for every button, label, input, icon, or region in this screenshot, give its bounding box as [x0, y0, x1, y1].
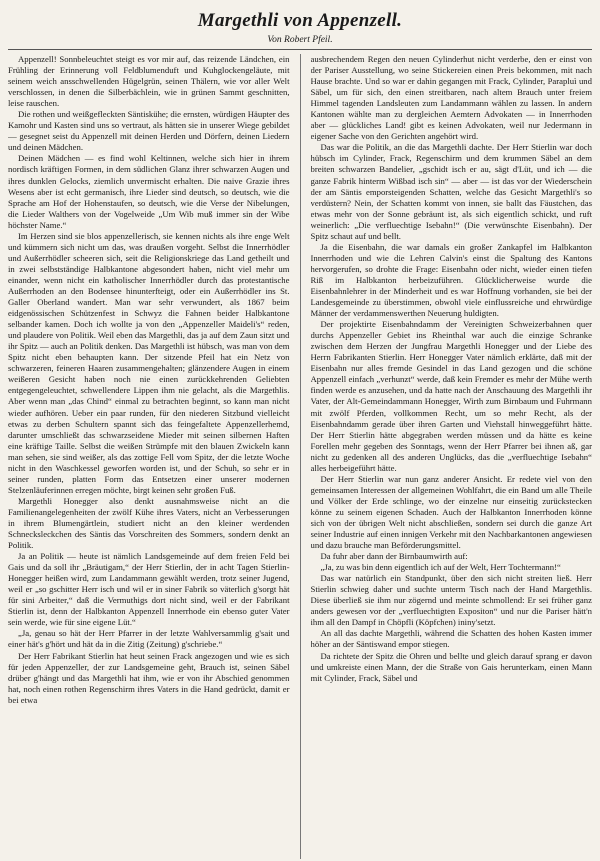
title-rule — [8, 49, 592, 50]
paragraph: Appenzell! Sonnbeleuchtet steigt es vor mir auf, das reizende Ländchen, ein Frühling der Erinnerung voll Feldblumenduft und Kuhglockengeläute, mit seinem weich ansschwellenden Hügelgrün, seinen Thälern, wie vor aller Welt verschlossen, in denen die Silberbächlein, wie in grünen Sammt geschnitten, leise rauschen. — [8, 54, 290, 109]
paragraph: Der Herr Fabrikant Stierlin hat heut seinen Frack angezogen und wie es sich für jeden Appenzeller, der zur Landsgemeine geht, Brauch ist, seinen Säbel drüber g'hängt und das Margethli hat ihm, wie er von ihr Abschied genommen hat, noch einen rothen Regenschirm ihres Vaters in die Hand gedrückt, damit er bei etwa — [8, 650, 290, 705]
paragraph: Im Herzen sind sie blos appenzellerisch, sie kennen nichts als ihre enge Welt und kümmern sich nicht um das, was draußen vorgeht. Selbst die Innerrhödler und Außerrhödler scheeren sich, seit die Religionskriege das Land getheilt und in zwei selbstständige Halbkantone abgesondert haben, nicht viel mehr um einander, wenn nicht ein katholischer Innerrhödler durch das protestantische Außerrhoden an den Bodensee hinunterfteigt, oder ein Außerrhödler ins St. Galler Oberland wandert. Man war sehr verwundert, als 1867 beim eidgenössischen Schützenfest in Schwyz die Fahnen beider Halbkantone selbander kamen. Doch ich wollte ja von den „Appenzeller Maideli's“ reden, und plaudere von Politik. Weil eben das Margethli, das ja auf dem Zaun sitzt und ihr Spitz — auch an Politik denken. Das Margethli ist hübsch, was man von dem Spitz nicht eben behaupten kann. Der sitzende Pfeil hat ein Netz von schwarzeren, feineren Haaren zusammengehalten; glänzendere Augen in einem weißeren Gesicht haben noch nie einen zurückkehrenden Geliebten entgegengeleuchtet, schwellendere Lippen ihm nie gelacht, als die Margethlis. Aber wenn man „das Chind“ einmal zu betrachten beginnt, so kann man nicht wieder aufhören. Ueber ein paar runden, für den niederen Sitzbund vielleicht etwas zu derben Schultern spannt sich das feingefaltete Appenzellerhemd, darunter umschließt das schwarzseidene Mieder mit seinen silbernen Haften eine kräftige Taille. Selbst die weißen Strümpfe mit den blauen Zwickeln kann man sehen, sie sind weißer, als das zottige Fell vom Spitz, der die letzte Woche nicht in den Waschkessel geworfen worden ist, und der Schuh, so sehr er in seiner runden, platten Form das Entsetzen einer unserer modernen Stelzenläuferinnen erregen möchte, birgt keinen sehr großen Fuß. — [8, 230, 290, 495]
paragraph: Da richtete der Spitz die Ohren und bellte und gleich darauf sprang er davon und umkreiste einen Mann, der die Straße von Gais herunterkam, einen Mann mit Cylinder, Frack, Säbel und — [310, 650, 592, 683]
article-title: Margethli von Appenzell. — [197, 10, 403, 31]
paragraph: ausbrechendem Regen den neuen Cylinderhut nicht verderbe, den er einst von der Pariser Ausstellung, wo seine Stickereien einen Preis bekommen, mit nach Hause brachte. Und so war er dahin gegangen mit Frack, Cylinder, Parapluì und Säbel, um für sich, den einen streitbaren, nach altem Brauch unter freiem Himmel tagenden Landsleuten zum Landammann wählen zu lassen. In andern Kantonen wählte man zu dergleichen Aemtern Advokaten — in Innerrhoden aber — glückliches Land! gibt es keinen Advokaten, weil nur Jedermann in eigener Sache von den Gerichten angehört wird. — [310, 54, 592, 142]
right-column — [311, 54, 593, 859]
paragraph: Margethli Honegger also denkt ausnahmsweise nicht an die Familienangelegenheiten der zwölf Kühe ihres Vaters, nicht an Verbesserungen in ihrem Blumengärtlein, studiert nicht an den kleiner werdenden Schnecksleckchen des Säntis das Vorschreiten des Sommers, sondern denkt an Politik. — [8, 495, 290, 551]
paragraph: Das war natürlich ein Standpunkt, über den sich nicht streiten ließ. Herr Stierlin schwieg daher und suchte unterm Tisch nach der Hand Margethlis. Diese überließ sie ihm nur zögernd und meinte schmollend: Er sei früher ganz anders gewesen vor der „verfluechtigten Expositon“ und nur die Pariser hätt'n ihm all den Dampf in Chöpfli (Köpfchen) ininy'setzt. — [310, 573, 592, 628]
paragraph: Das war die Politik, an die das Margethli dachte. Der Herr Stierlin war doch hübsch im Cylinder, Frack, Regenschirm und dem krummen Säbel an dem breiten schwarzen Bandelier, „gschidt isch er au, sägt d'Lüt, und ich — die ganze Fabrik hinterm Wißbad isch sin“ — aber — ist das vor der Wiederschein der am Säntis emporsteigenden Schatten, welche das Gesicht Margethli's so verdüstern? Nein, der Schatten kommt von innen, sie ballt das Fäustchen, das etwas mehr von der Sonne gebräunt ist, als sich eigentlich schickt, und ruft weinerlich: „Die verfluechtige Isebahn!“ (Die verwünschte Eisenbahn). Der Spitz schaut auf und bellt. — [310, 142, 592, 241]
left-column — [8, 54, 290, 859]
paragraph: Da fuhr aber dann der Birnbaumwirth auf: — [320, 551, 468, 562]
article-byline: Von Robert Pfeil. — [267, 35, 333, 45]
paragraph: Der Herr Stierlin war nun ganz anderer Ansicht. Er redete viel von den gemeinsamen Interessen der allgemeinen Wohlfahrt, die ein Band um alle Theile und Völker der Erde schlinge, wo der einzelne nur einseitig zurückstecken könne zu seinem eigenen Schaden. Auch der Halbkanton Innerrhoden könne sich von der übrigen Welt nicht abschließen, sondern sei durch die ganze Art seiner Industrie auf einen innigen Verkehr mit den Nachbarkantonen angewiesen und dazu brauche man Beförderungsmittel. — [310, 473, 592, 551]
paragraph: Ja an Politik — heute ist nämlich Landsgemeinde auf dem freien Feld bei Gais und da soll ihr „Bräutigam,“ der Herr Stierlin, der in acht Tagen Stierlin-Honegger heißen wird, zum Landammann gewählt werden, trotz seiner Jugend, weil er „so gschitter Herr isch und wil er in siner Fabrik so väterlich g'sorgt hät für sini Arbeiter,“ daß die Vermuthigs dort nicht sind, weil er der Fabrikant Stierlin ist, denn der Halbkanton Appenzell Innerrhode ein ebenso guter Vater sein werde, wie für sine eigene Lüt.“ — [8, 551, 290, 628]
paragraph: Der projektirte Eisenbahndamm der Vereinigten Schweizerbahnen quer durchs Appenzeller Gebiet ins Rheinthal war auch die einzige Schranke zwischen dem Herzen der Jungfrau Margethli Honegger und der Liebe des Herrn Fabrikanten Stierlin. Herr Honegger Vater nämlich erklärte, daß mit der Eisenbahn nur alles fremde Gesindel in das Land gezogen und die schöne Appenzell einfach „verhunzt“ werde, daß kein Fremder es mehr der Mühe werth finden werde es anzusehen, und da hatte nach der Anschauung des Margethli ihr Vater, der Alt-Gemeindammann Honegger, Wirth zum Birnbaum und Fuhrmann mit zwölf Pferden, vollkommen Recht, um so mehr Recht, als der Eisenbahndamm gerade über ihren Garten und Viehstall hinweggeführt hätte. Der Herr Stierlin hätte abgegraben werden müssen und da hätte es keine Forellen mehr gegeben des Sonntags, wenn der Herr Pfarrer bei ihnen aß, gar nicht zu gedenken all des anderen Unglücks, das die „verfluechtige Isebahn“ alles herbeigeführt hätte. — [310, 319, 592, 473]
article-body — [8, 54, 592, 859]
column-divider — [300, 54, 301, 859]
paragraph: Die rothen und weißgefleckten Säntiskühe; die ernsten, würdigen Häupter des Kamohr und Kasten sind uns so vertraut, als hätten sie in unserer Wiege gebildet — gesegnet seist du Appenzell mit deinen Herden und Dörfern, deinen Liedern und deinen Mädchen. — [8, 109, 290, 153]
paragraph: An all das dachte Margethli, während die Schatten des hohen Kasten immer höher an der Säntiswand empor stiegen. — [310, 628, 592, 650]
paragraph: „Ja, zu was bin denn eigentlich ich auf der Welt, Herr Tochtermann!“ — [320, 562, 561, 573]
paragraph: „Ja, genau so hät der Herr Pfarrer in der letzte Wahlversammlig g'sait und einer hät's g'hört und hät da in die Zitig (Zeitung) g'schriebe.“ — [8, 628, 290, 650]
paragraph: Deinen Mädchen — es find wohl Keltinnen, welche sich hier in ihrem nordisch kräftigen Formen, in dem südlichen Glanz ihrer schwarzen Augen und ihres dunklen Gelocks, ziemlich unvermischt erhalten. Die naive Grazie ihres Wesens aber ist echt germanisch, ihre Lieder sind deutsch, so deutsch, wie die Sprache am Hof der Hohenstaufen, so deutsch, wie die Verse der Nibelungen, die Lieder Walthers von der Vogelweide „Um Wib muß immer sin der Wibe höchster Name.“ — [8, 153, 290, 230]
paragraph: Ja die Eisenbahn, die war damals ein großer Zankapfel im Halbkanton Innerrhoden und wie die Lehren Calvin's einst die Spaltung des Kantons hervorgerufen, so drohte die Frage: Eisenbahn oder nicht, wieder einen tiefen Riß im Halbkanton herbeizuführen. Glücklicherweise wurde die Eisenbahnlehrer in der Minderheit und es war Hoffnung vorhanden, sie bei der Landesgemeinde zu überstimmen, obwohl viele einflussreiche und ehrwürdige Männer der verdammenswerthen Neuerung huldigten. — [310, 241, 592, 319]
